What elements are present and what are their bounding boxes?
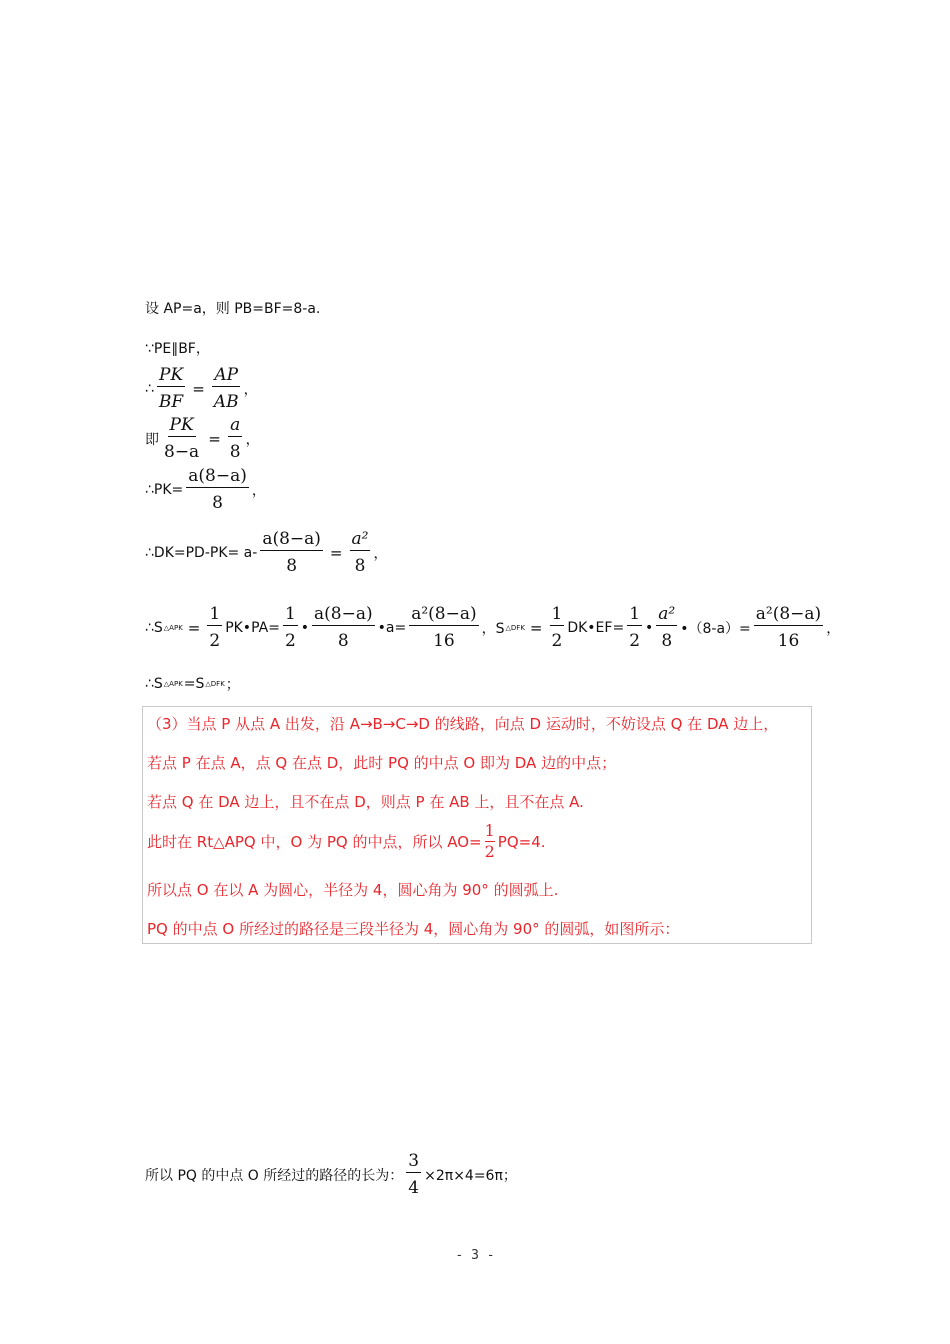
fraction-dk-2: $\frac{\text{a²}}{8}$ [351, 529, 369, 576]
fraction-dk-1: $\frac{a(8-a)}{8}$ [262, 529, 321, 576]
line-areas: ∴S △APK = $\frac{1}{2}$ PK•PA= $\frac{1}{2}$ • $\frac{a(8-a)}{8}$ •a= $\frac{\text{a²(8−a)}}{16}$ ，S △DFK = $\frac{1}{2}$ DK•EF= $\frac{1}{2}$ • $\frac{\text{a²}}{8}$ •（8-a）= $\frac{\text{a²(8−a)}}{16}$ ， [145, 604, 841, 651]
fraction-dfk-area: $\frac{\text{a²(8−a)}}{16}$ [755, 604, 822, 651]
fraction-pk-8-a: $\frac{PK}{8-a}$ [164, 415, 200, 462]
red-line-3: 若点 Q 在 DA 边上，且不在点 D，则点 P 在 AB 上，且不在点 A. [147, 793, 584, 811]
red-line-5: 所以点 O 在以 A 为圆心，半径为 4，圆心角为 90° 的圆弧上. [147, 881, 559, 899]
fraction-apk-area: $\frac{\text{a²(8−a)}}{16}$ [411, 604, 477, 651]
fraction-ap-ab: $\frac{AP}{AB}$ [213, 365, 239, 412]
fraction-half-3: $\frac{1}{2}$ [551, 604, 563, 651]
fraction-half-2: $\frac{1}{2}$ [284, 604, 296, 651]
line-pk-value: ∴PK= $\frac{a(8-a)}{8}$ ， [145, 466, 266, 513]
line-pe-parallel-bf: ∵PE∥BF， [145, 341, 210, 357]
fraction-three-quarters: $\frac{3}{4}$ [408, 1151, 420, 1198]
red-line-1: （3）当点 P 从点 A 出发，沿 A→B→C→D 的线路，向点 D 运动时，不妨设点 Q 在 DA 边上， [147, 715, 779, 733]
fraction-half-1: $\frac{1}{2}$ [209, 604, 221, 651]
solution-part-3-box [142, 706, 812, 944]
fraction-pk-bf: $\frac{PK}{BF}$ [158, 365, 184, 412]
fraction-pk-area: $\frac{a(8-a)}{8}$ [314, 604, 373, 651]
fraction-half-4: $\frac{1}{2}$ [629, 604, 641, 651]
fraction-a-8: $\frac{a}{8}$ [229, 415, 241, 462]
red-line-6: PQ 的中点 O 所经过的路径是三段半径为 4，圆心角为 90° 的圆弧，如图所示： [147, 920, 680, 938]
page-number: - 3 - [455, 1248, 495, 1263]
line-ratio-2: 即 $\frac{PK}{8-a}$ = $\frac{a}{8}$ ， [145, 415, 260, 462]
fraction-pk: $\frac{a(8-a)}{8}$ [188, 466, 247, 513]
red-line-4: 此时在 Rt△APQ 中，O 为 PQ 的中点，所以 AO= $\frac{1}{2}$ PQ=4. [147, 821, 546, 861]
red-line-2: 若点 P 在点 A，点 Q 在点 D，此时 PQ 的中点 O 即为 DA 边的中点； [147, 754, 617, 772]
fraction-one-half: $\frac{1}{2}$ [484, 821, 495, 861]
fraction-a2-8: $\frac{\text{a²}}{8}$ [658, 604, 676, 651]
line-set-ap: 设 AP=a，则 PB=BF=8-a. [145, 301, 321, 317]
line-path-length: 所以 PQ 的中点 O 所经过的路径的长为： $\frac{3}{4}$ ×2π×4=6π； [145, 1151, 517, 1198]
line-dk-value: ∴DK=PD-PK= a- $\frac{a(8-a)}{8}$ = $\frac{\text{a²}}{8}$ ， [145, 529, 388, 576]
line-area-equal: ∴S △APK =S △DFK ； [145, 676, 240, 693]
line-ratio-1: ∴ $\frac{PK}{BF}$ = $\frac{AP}{AB}$ ， [145, 365, 258, 412]
